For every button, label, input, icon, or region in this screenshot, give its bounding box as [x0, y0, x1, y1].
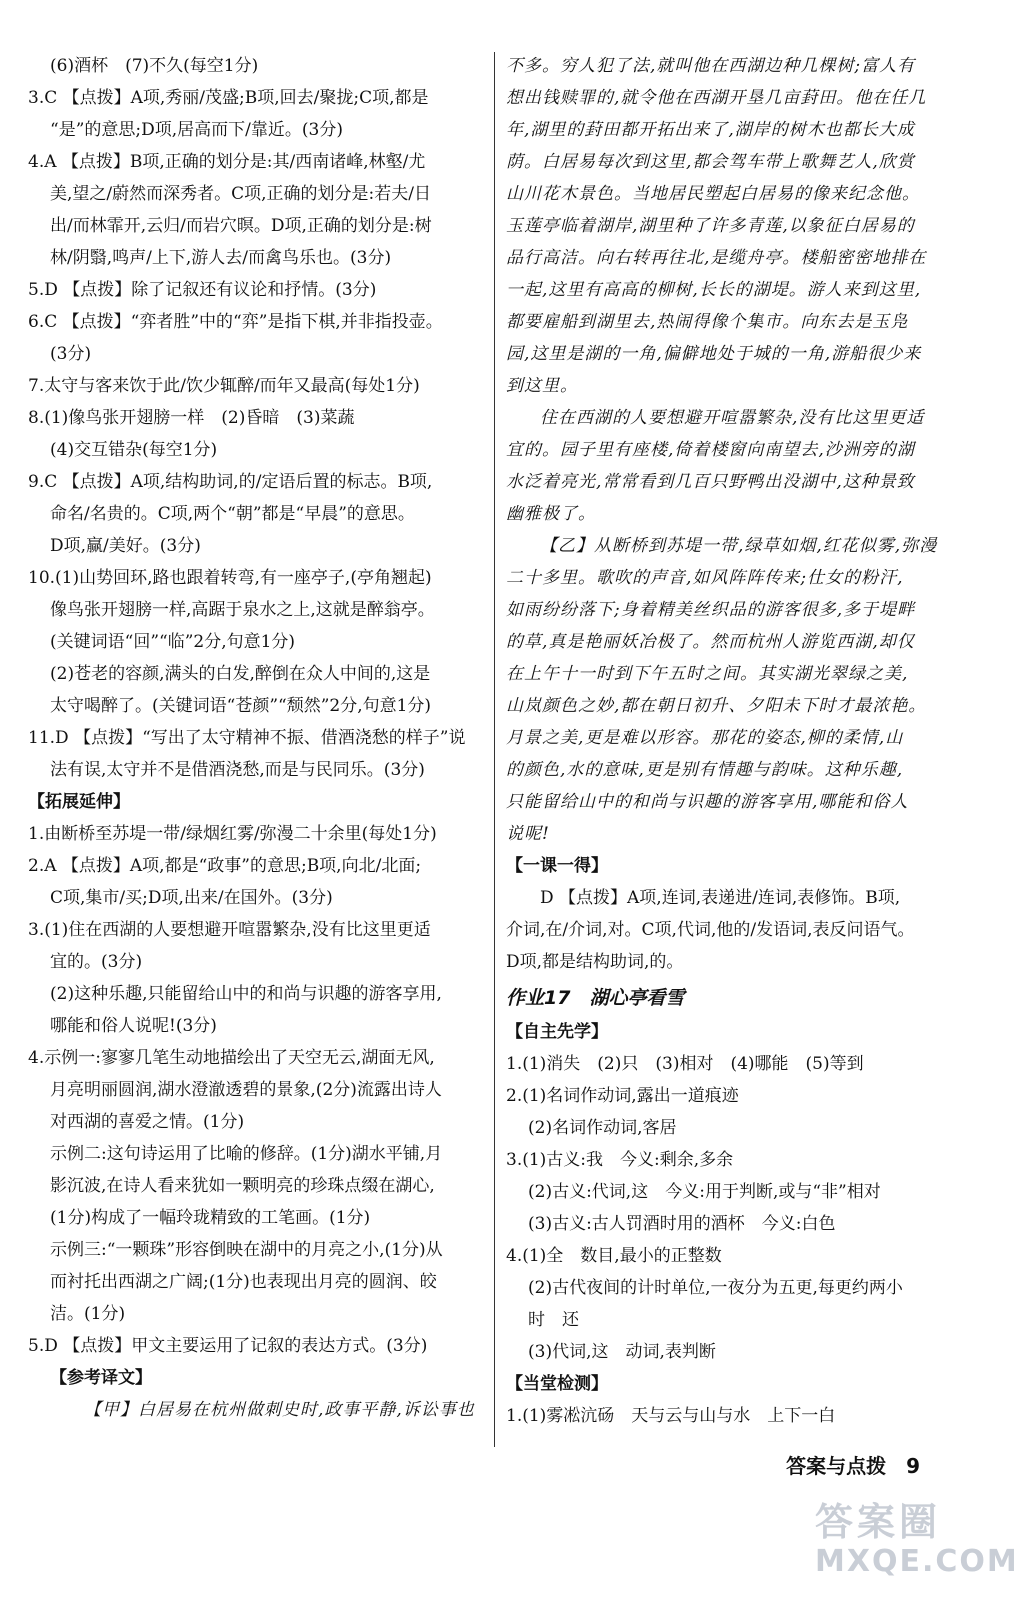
left-line: 【甲】白居易在杭州做刺史时,政事平静,诉讼事也	[84, 1400, 475, 1420]
left-column	[28, 50, 484, 1426]
left-line: (关键词语“回”“临”2分,句意1分)	[50, 632, 296, 652]
right-line: (3)代词,这 动词,表判断	[528, 1342, 716, 1362]
left-line: C项,集市/买;D项,出来/在国外。(3分)	[50, 888, 333, 908]
right-line: 一起,这里有高高的柳树,长长的湖堤。游人来到这里,	[506, 280, 922, 300]
right-line: 【当堂检测】	[506, 1374, 608, 1394]
right-line: 水泛着亮光,常常看到几百只野鸭出没湖中,这种景致	[506, 472, 915, 492]
left-line: (4)交互错杂(每空1分)	[50, 440, 218, 460]
right-line: 年,湖里的葑田都开拓出来了,湖岸的树木也都长大成	[506, 120, 915, 140]
right-line: (3)古义:古人罚酒时用的酒杯 今义:白色	[528, 1214, 836, 1234]
watermark-logo	[815, 1500, 1019, 1590]
watermark-text: 答案圈	[815, 1500, 942, 1544]
right-line: 只能留给山中的和尚与识趣的游客享用,哪能和俗人	[506, 792, 909, 812]
right-line: 3.(1)古义:我 今义:剩余,多余	[506, 1150, 734, 1170]
right-line: 4.(1)全 数目,最小的正整数	[506, 1246, 722, 1266]
left-line: (3分)	[50, 344, 92, 364]
left-line: 示例二:这句诗运用了比喻的修辞。(1分)湖水平铺,月	[50, 1144, 443, 1164]
right-line: 山岚颜色之妙,都在朝日初升、夕阳未下时才最浓艳。	[506, 696, 927, 716]
right-line: 园,这里是湖的一角,偏僻地处于城的一角,游船很少来	[506, 344, 922, 364]
left-line: 哪能和俗人说呢!(3分)	[50, 1016, 217, 1036]
watermark-url: MXQE.COM	[815, 1544, 1019, 1579]
right-line: D 【点拨】A项,连词,表递进/连词,表修饰。B项,	[540, 888, 901, 908]
left-line: 林/阴翳,鸣声/上下,游人去/而禽鸟乐也。(3分)	[50, 248, 392, 268]
left-line: 3.C 【点拨】A项,秀丽/茂盛;B项,回去/聚拢;C项,都是	[28, 88, 429, 108]
left-line: 太守喝醉了。(关键词语“苍颜”“颓然”2分,句意1分)	[50, 696, 432, 716]
right-line: 住在西湖的人要想避开喧嚣繁杂,没有比这里更适	[540, 408, 925, 428]
right-line: 月景之美,更是难以形容。那花的姿态,柳的柔情,山	[506, 728, 904, 748]
left-line: 2.A 【点拨】A项,都是“政事”的意思;B项,向北/北面;	[28, 856, 422, 876]
right-line: (2)古义:代词,这 今义:用于判断,或与“非”相对	[528, 1182, 881, 1202]
left-line: 洁。(1分)	[50, 1304, 126, 1324]
right-line: 1.(1)雾凇沆砀 天与云与山与水 上下一白	[506, 1406, 836, 1426]
right-line: 作业17 湖心亭看雪	[506, 987, 685, 1009]
right-column	[506, 50, 976, 1432]
right-line: 不多。穷人犯了法,就叫他在西湖边种几棵树;富人有	[506, 56, 916, 76]
column-divider	[494, 52, 495, 1447]
left-line: (6)酒杯 (7)不久(每空1分)	[50, 56, 259, 76]
left-line: 影沉波,在诗人看来犹如一颗明亮的珍珠点缀在湖心,	[50, 1176, 435, 1196]
right-line: 如雨纷纷落下;身着精美丝织品的游客很多,多于堤畔	[506, 600, 916, 620]
left-line: 9.C 【点拨】A项,结构助词,的/定语后置的标志。B项,	[28, 472, 433, 492]
right-line: 【自主先学】	[506, 1022, 608, 1042]
left-line: 5.D 【点拨】除了记叙还有议论和抒情。(3分)	[28, 280, 377, 300]
left-line: 1.由断桥至苏堤一带/绿烟红雾/弥漫二十余里(每处1分)	[28, 824, 437, 844]
left-line: 11.D 【点拨】“写出了太守精神不振、借酒浇愁的样子”说	[28, 728, 466, 748]
left-line: 10.(1)山势回环,路也跟着转弯,有一座亭子,(亭角翘起)	[28, 568, 432, 588]
left-line: 4.A 【点拨】B项,正确的划分是:其/西南诸峰,林壑/尤	[28, 152, 426, 172]
left-line: 像鸟张开翅膀一样,高踞于泉水之上,这就是醉翁亭。	[50, 600, 435, 620]
right-line: (2)名词作动词,客居	[528, 1118, 677, 1138]
left-line: 法有误,太守并不是借酒浇愁,而是与民同乐。(3分)	[50, 760, 425, 780]
right-line: 到这里。	[506, 376, 578, 396]
left-line: 【拓展延伸】	[28, 792, 130, 812]
right-line: 【乙】从断桥到苏堤一带,绿草如烟,红花似雾,弥漫	[540, 536, 938, 556]
page-footer: 答案与点拨 9	[786, 1454, 920, 1478]
left-line: (2)苍老的容颜,满头的白发,醉倒在众人中间的,这是	[50, 664, 431, 684]
left-line: 6.C 【点拨】“弈者胜”中的“弈”是指下棋,并非指投壶。	[28, 312, 443, 332]
right-line: 的草,真是艳丽妖冶极了。然而杭州人游览西湖,却仅	[506, 632, 915, 652]
right-line: 2.(1)名词作动词,露出一道痕迹	[506, 1086, 739, 1106]
left-line: 示例三:“一颗珠”形容倒映在湖中的月亮之小,(1分)从	[50, 1240, 443, 1260]
left-line: 命名/名贵的。C项,两个“朝”都是“早晨”的意思。	[50, 504, 415, 524]
left-line: D项,赢/美好。(3分)	[50, 536, 201, 556]
left-line: 而衬托出西湖之广阔;(1分)也表现出月亮的圆润、皎	[50, 1272, 437, 1292]
right-line: 1.(1)消失 (2)只 (3)相对 (4)哪能 (5)等到	[506, 1054, 864, 1074]
left-line: 7.太守与客来饮于此/饮少辄醉/而年又最高(每处1分)	[28, 376, 420, 396]
left-line: 美,望之/蔚然而深秀者。C项,正确的划分是:若夫/日	[50, 184, 431, 204]
right-line: 【一课一得】	[506, 856, 608, 876]
right-line: 宜的。园子里有座楼,倚着楼窗向南望去,沙洲旁的湖	[506, 440, 915, 460]
left-line: 出/而林霏开,云归/而岩穴暝。D项,正确的划分是:树	[50, 216, 432, 236]
right-line: 都要雇船到湖里去,热闹得像个集市。向东去是玉凫	[506, 312, 909, 332]
right-line: 山川花木景色。当地居民塑起白居易的像来纪念他。	[506, 184, 920, 204]
right-line: 的颜色,水的意味,更是别有情趣与韵味。这种乐趣,	[506, 760, 904, 780]
right-line: 幽雅极了。	[506, 504, 596, 524]
right-line: 时 还	[528, 1310, 579, 1330]
left-line: 5.D 【点拨】甲文主要运用了记叙的表达方式。(3分)	[28, 1336, 428, 1356]
left-line: 8.(1)像鸟张开翅膀一样 (2)昏暗 (3)菜蔬	[28, 408, 355, 428]
right-line: 二十多里。歌吹的声音,如风阵阵传来;仕女的粉汗,	[506, 568, 904, 588]
right-line: 在上午十一时到下午五时之间。其实湖光翠绿之美,	[506, 664, 909, 684]
left-line: 4.示例一:寥寥几笔生动地描绘出了天空无云,湖面无风,	[28, 1048, 435, 1068]
left-line: 月亮明丽圆润,湖水澄澈透碧的景象,(2分)流露出诗人	[50, 1080, 442, 1100]
left-line: 3.(1)住在西湖的人要想避开喧嚣繁杂,没有比这里更适	[28, 920, 431, 940]
right-line: 说呢!	[506, 824, 550, 844]
right-line: 想出钱赎罪的,就令他在西湖开垦几亩葑田。他在任几	[506, 88, 927, 108]
left-line: 宜的。(3分)	[50, 952, 143, 972]
right-line: 荫。白居易每次到这里,都会驾车带上歌舞艺人,欣赏	[506, 152, 915, 172]
right-line: 品行高洁。向右转再往北,是缆舟亭。楼船密密地排在	[506, 248, 927, 268]
right-line: 玉莲亭临着湖岸,湖里种了许多青莲,以象征白居易的	[506, 216, 915, 236]
left-line: (2)这种乐趣,只能留给山中的和尚与识趣的游客享用,	[50, 984, 442, 1004]
right-line: 介词,在/介词,对。C项,代词,他的/发语词,表反问语气。	[506, 920, 915, 940]
right-line: D项,都是结构助词,的。	[506, 952, 684, 972]
left-line: (1分)构成了一幅玲珑精致的工笔画。(1分)	[50, 1208, 371, 1228]
left-line: 对西湖的喜爱之情。(1分)	[50, 1112, 245, 1132]
right-line: (2)古代夜间的计时单位,一夜分为五更,每更约两小	[528, 1278, 903, 1298]
left-line: “是”的意思;D项,居高而下/靠近。(3分)	[50, 120, 343, 140]
left-line: 【参考译文】	[50, 1368, 152, 1388]
